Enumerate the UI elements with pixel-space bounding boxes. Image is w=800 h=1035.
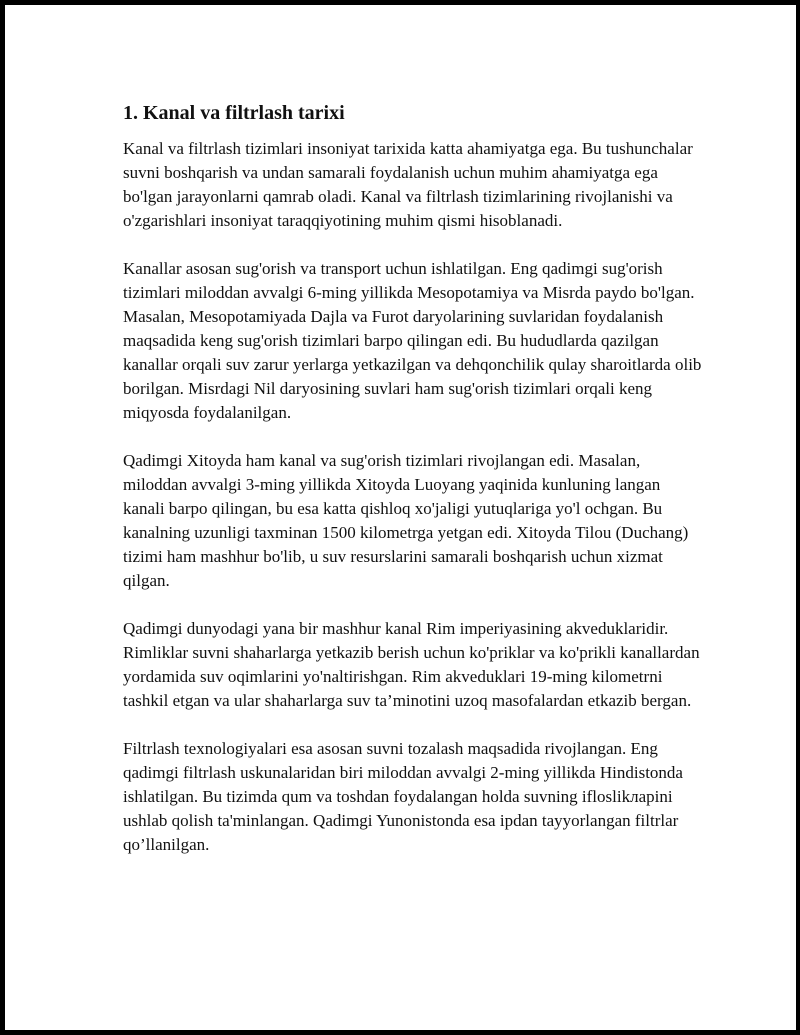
paragraph-china: Qadimgi Xitoyda ham kanal va sug'orish tizimlari rivojlangan edi. Masalan, miloddan avvalgi 3-ming yillikda Xitoyda Luoyang yaqinida kunluning langan kanali barpo qilingan, bu esa katta qishloq xo'jaligi yutuqlariga yo'l ochgan. Bu kanalning uzunligi taxminan 1500 kilometrga yetgan edi. Xitoyda Tilou (Duchang) tizimi ham mashhur bo'lib, u suv resurslarini samarali boshqarish uchun xizmat qilgan. [123, 451, 689, 590]
document-body [123, 101, 703, 881]
paragraph-filtration: Filtrlash texnologiyalari esa asosan suvni tozalash maqsadida rivojlangan. Eng qadimgi filtrlash uskunalaridan biri miloddan avvalgi 2-ming yillikda Hindistonda ishlatilgan. Bu tizimda qum va toshdan foydalangan holda suvning ifloslikларini ushlab qolish ta'minlangan. Qadimgi Yunonistonda esa ipdan tayyorlangan filtrlar qo’llanilgan. [123, 739, 683, 854]
paragraph-intro: Kanal va filtrlash tizimlari insoniyat tarixida katta ahamiyatga ega. Bu tushunchalar suvni boshqarish va undan samarali foydalanish uchun muhim ahamiyatga ega bo'lgan jarayonlarni qamrab oladi. Kanal va filtrlash tizimlarining rivojlanishi va o'zgarishlari insoniyat taraqqiyotining muhim qismi hisoblanadi. [123, 139, 693, 230]
section-heading: 1. Kanal va filtrlash tarixi [123, 102, 345, 124]
paragraph-rome: Qadimgi dunyodagi yana bir mashhur kanal Rim imperiyasining akveduklaridir. Rimliklar suvni shaharlarga yetkazib berish uchun ko'priklar va ko'prikli kanallardan yordamida suv oqimlarini yo'naltirishgan. Rim akveduklari 19-ming kilometrni tashkil etgan va ular shaharlarga suv ta’minotini uzoq masofalardan etkazib bergan. [123, 619, 700, 710]
paragraph-canals: Kanallar asosan sug'orish va transport uchun ishlatilgan. Eng qadimgi sug'orish tizimlari miloddan avvalgi 6-ming yillikda Mesopotamiya va Misrda paydo bo'lgan. Masalan, Mesopotamiyada Dajla va Furot daryolarining suvlaridan foydalanish maqsadida keng sug'orish tizimlari barpo qilingan edi. Bu hududlarda qazilgan kanallar orqali suv zarur yerlarga yetkazilgan va dehqonchilik qulay sharoitlarda olib borilgan. Misrdagi Nil daryosining suvlari ham sug'orish tizimlari orqali keng miqyosda foydalanilgan. [123, 259, 702, 422]
